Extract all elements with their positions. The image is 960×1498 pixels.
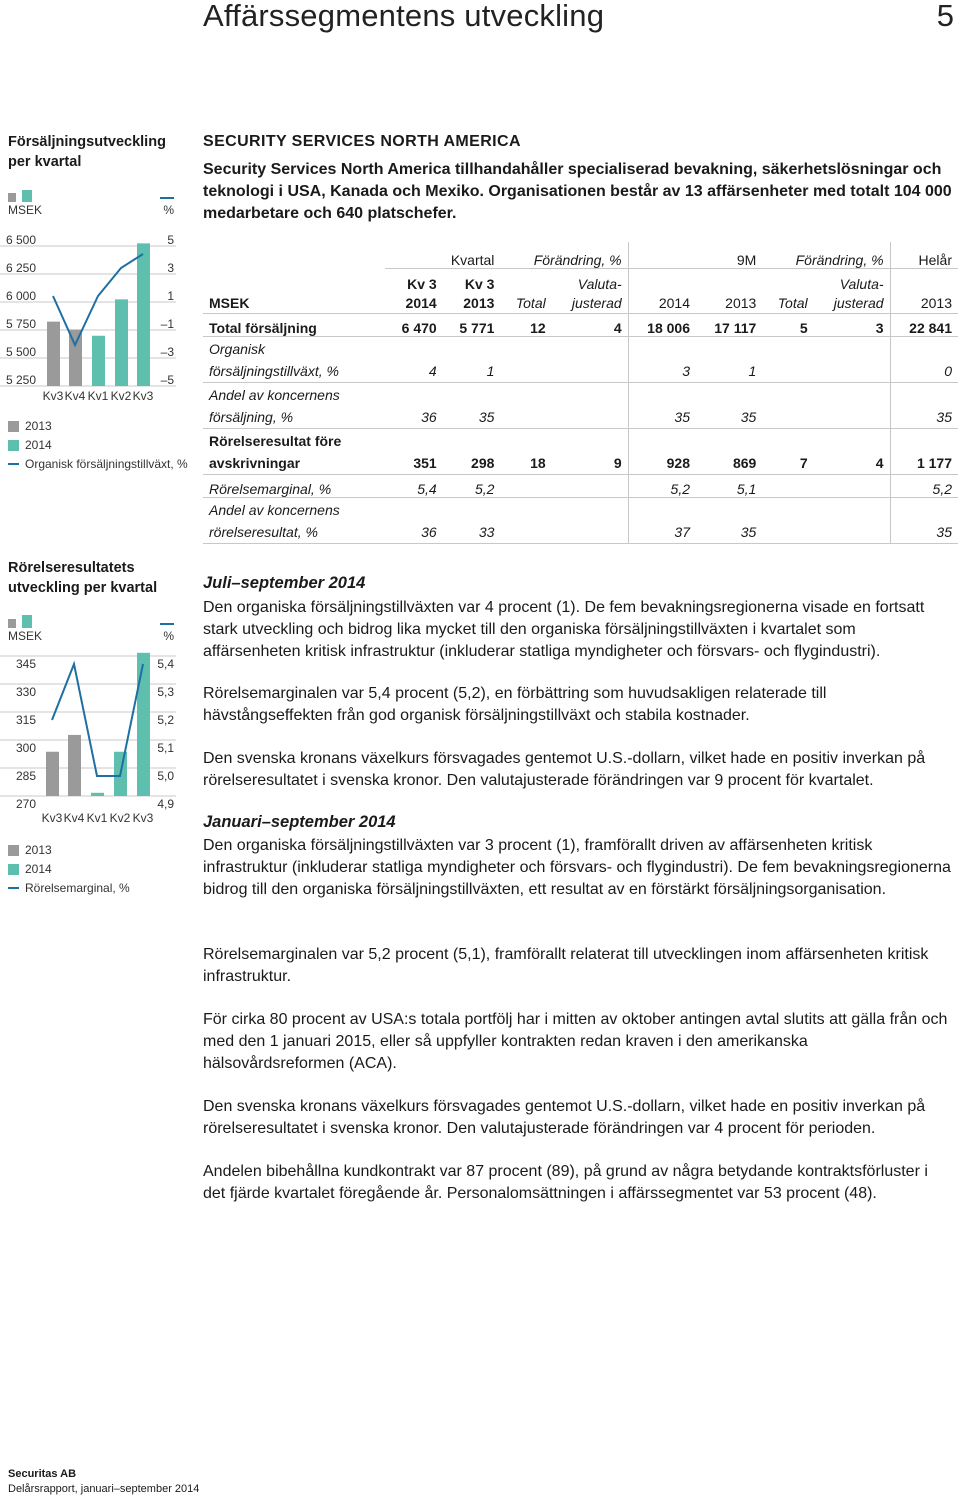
right-tick-label: –1 — [160, 317, 174, 331]
table-col-header-1: Kv 3 2014 — [385, 269, 443, 314]
table-cell — [552, 498, 628, 544]
left-tick-label: 345 — [16, 657, 37, 671]
table-col-header-6: 2013 — [696, 269, 762, 314]
legend-2014-swatch — [8, 440, 19, 451]
table-cell: 3 — [814, 314, 890, 337]
table-row — [203, 475, 958, 498]
table-header-row2 — [203, 269, 958, 314]
table-cell — [500, 337, 551, 383]
left-tick-label: 315 — [16, 713, 37, 727]
table-cell: 351 — [385, 429, 443, 475]
category-label: Kv3 — [132, 389, 154, 403]
left-tick-label: 6 500 — [6, 233, 37, 247]
chart1-title-line1: Försäljningsutveckling — [8, 134, 166, 150]
left-unit-label: MSEK — [8, 203, 43, 217]
right-tick-label: 5,0 — [157, 769, 174, 783]
nine-month-paragraph-4: Den svenska kronans växelkurs försvagades gentemot U.S.-dollarn, vilket hade en positiv inverkan på rörelseresultatet i svenska kronor. Den valutajusterade förändringen var 4 procent för perioden. — [203, 1098, 926, 1137]
legend2-2013-swatch — [8, 845, 19, 856]
row-label: Andel av koncernens försäljning, % — [203, 383, 385, 429]
q3-heading: Juli–september 2014 — [203, 574, 366, 592]
left-tick-label: 6 250 — [6, 261, 37, 275]
table-row — [203, 337, 958, 383]
table-cell: 12 — [500, 314, 551, 337]
table-cell — [762, 475, 813, 498]
nine-month-paragraph-5: Andelen bibehållna kundkontrakt var 87 procent (89), på grund av några betydande kontraktsförluster i det fjärde kvartalet föregående år. Personalomsättningen i affärssegmentet var 53 procent (48). — [203, 1163, 928, 1202]
table-cell: 35 — [696, 498, 762, 544]
q3-paragraph-3: Den svenska kronans växelkurs försvagades gentemot U.S.-dollarn, vilket hade en positiv inverkan på rörelseresultatet i svenska kronor. Den valutajusterade förändringen var 9 procent för kvartalet. — [203, 750, 926, 789]
right-unit-label: % — [163, 629, 174, 643]
q3-paragraph-1: Den organiska försäljningstillväxten var 4 procent (1). De fem bevakningsregionerna visade en fortsatt stark utveckling och bidrog lika mycket till den organiska försäljningstillväxten i kvartalet som affärsenheten kritisk infrastruktur (inkluderar statliga myndigheter och försvars- och flygindustri). — [203, 599, 925, 660]
table-cell: 928 — [628, 429, 696, 475]
table-cell — [500, 383, 551, 429]
table-cell: 35 — [628, 383, 696, 429]
table-cell: 6 470 — [385, 314, 443, 337]
table-col-header-8: Valuta- justerad — [814, 269, 890, 314]
chart2-title-line2: utveckling per kvartal — [8, 580, 158, 596]
table-cell — [814, 383, 890, 429]
row-label: Rörelsemarginal, % — [203, 475, 385, 498]
right-tick-label: 5,1 — [157, 741, 174, 755]
left-tick-label: 6 000 — [6, 289, 37, 303]
legend2-2013-label: 2013 — [25, 843, 52, 857]
table-cell — [552, 475, 628, 498]
table-row — [203, 498, 958, 544]
table-col-header-7: Total — [762, 269, 813, 314]
table-cell: 4 — [385, 337, 443, 383]
bar-2014-2 — [91, 793, 104, 796]
table-cell: 36 — [385, 383, 443, 429]
chart1-title-line2: per kvartal — [8, 154, 82, 170]
bar-2014-2 — [92, 336, 105, 386]
right-tick-label: 5,4 — [157, 657, 174, 671]
category-label: Kv1 — [86, 811, 108, 825]
hdr-kvartal: Kvartal — [385, 242, 500, 269]
table-cell — [552, 383, 628, 429]
financial-table — [203, 242, 958, 544]
legend-growth — [8, 457, 188, 471]
table-cell: 33 — [443, 498, 501, 544]
table-cell: 0 — [890, 337, 958, 383]
table-cell: 36 — [385, 498, 443, 544]
legend-2014-label: 2014 — [25, 438, 52, 452]
left-tick-label: 5 750 — [6, 317, 37, 331]
category-label: Kv1 — [87, 389, 109, 403]
table-cell: 35 — [443, 383, 501, 429]
right-tick-label: 4,9 — [157, 797, 174, 811]
left-tick-label: 270 — [16, 797, 37, 811]
row-label: Andel av koncernens rörelseresultat, % — [203, 498, 385, 544]
table-cell: 5,2 — [890, 475, 958, 498]
table-cell — [814, 475, 890, 498]
nine-month-paragraph-3: För cirka 80 procent av USA:s totala portfölj har i mitten av oktober antingen avtal slutits att gälla från och med den 1 januari 2015, eller så uppfyller kontrakten redan kraven i den amerikanska hälsovårdsreformen (ACA). — [203, 1011, 948, 1072]
unit-swatch-2014 — [22, 190, 32, 202]
category-label: Kv3 — [41, 811, 63, 825]
section-intro: Security Services North America tillhandahåller specialiserad bevakning, säkerhetslösningar och teknologi i USA, Kanada och Mexiko. Organisationen består av 13 affärsenheter med totalt 104 000 medarbetare och 640 platschefer. — [203, 161, 952, 222]
left-tick-label: 285 — [16, 769, 37, 783]
table-cell: 5,1 — [696, 475, 762, 498]
table-cell — [814, 337, 890, 383]
unit-swatch-2013 — [8, 193, 16, 202]
table-cell: 17 117 — [696, 314, 762, 337]
table-cell: 22 841 — [890, 314, 958, 337]
category-label: Kv4 — [63, 811, 85, 825]
unit-swatch-2014 — [22, 615, 32, 628]
row-label: Organisk försäljningstillväxt, % — [203, 337, 385, 383]
nine-month-paragraph-2: Rörelsemarginalen var 5,2 procent (5,1), framförallt relaterat till utvecklingen inom affärsenheten kritisk infrastruktur. — [203, 946, 929, 985]
footer-company: Securitas AB — [8, 1468, 77, 1480]
hdr-9m: 9M — [628, 242, 762, 269]
table-col-header-5: 2014 — [628, 269, 696, 314]
sales-chart — [0, 190, 190, 410]
legend-2013 — [8, 419, 52, 433]
table-cell — [500, 498, 551, 544]
table-cell: 4 — [814, 429, 890, 475]
legend2-margin-label: Rörelsemarginal, % — [25, 881, 130, 895]
nine-month-heading: Januari–september 2014 — [203, 813, 396, 831]
nine-month-paragraph-1: Den organiska försäljningstillväxten var 3 procent (1), framförallt driven av affärsenheten kritisk infrastruktur (inkluderar statliga myndigheter och försvars- och flygindustri). De fem bevakningsregionerna bidrog till den organiska försäljningstillväxten, ett resultat av en förstärkt försäljningsorganisation. — [203, 837, 951, 898]
section-heading: SECURITY SERVICES NORTH AMERICA — [203, 133, 521, 150]
table-cell: 9 — [552, 429, 628, 475]
table-cell — [762, 498, 813, 544]
legend-2013-swatch — [8, 421, 19, 432]
table-cell: 35 — [890, 498, 958, 544]
category-label: Kv4 — [64, 389, 86, 403]
table-row — [203, 429, 958, 475]
footer-report: Delårsrapport, januari–september 2014 — [8, 1483, 200, 1495]
category-label: Kv3 — [42, 389, 64, 403]
legend2-2014-swatch — [8, 864, 19, 875]
bar-2013-0 — [47, 322, 60, 386]
table-cell: 35 — [696, 383, 762, 429]
page-title: Affärssegmentens utveckling — [203, 0, 605, 33]
table-col-header-3: Total — [500, 269, 551, 314]
legend2-2013 — [8, 843, 52, 857]
bar-2013-1 — [68, 735, 81, 796]
table-header-row1 — [203, 242, 958, 269]
table-cell — [552, 337, 628, 383]
ebit-chart — [0, 610, 190, 835]
left-tick-label: 300 — [16, 741, 37, 755]
table-cell — [814, 498, 890, 544]
right-tick-label: 5 — [167, 233, 174, 247]
left-tick-label: 5 250 — [6, 373, 37, 387]
table-cell: 1 — [696, 337, 762, 383]
unit-swatch-2013 — [8, 619, 16, 628]
right-tick-label: 1 — [167, 289, 174, 303]
legend-growth-swatch — [8, 463, 19, 465]
category-label: Kv3 — [132, 811, 154, 825]
right-tick-label: 5,3 — [157, 685, 174, 699]
q3-paragraph-2: Rörelsemarginalen var 5,4 procent (5,2), en förbättring som huvudsakligen relaterade till hävstångseffekten från god organisk försäljningstillväxt och stabila kostnader. — [203, 685, 827, 724]
left-tick-label: 5 500 — [6, 345, 37, 359]
table-col-header-9: 2013 — [890, 269, 958, 314]
legend-2013-label: 2013 — [25, 419, 52, 433]
bar-2013-0 — [46, 752, 59, 796]
legend2-margin — [8, 881, 130, 895]
row-label: Rörelseresultat före avskrivningar — [203, 429, 385, 475]
table-cell: 1 177 — [890, 429, 958, 475]
table-cell: 869 — [696, 429, 762, 475]
chart2-title-line1: Rörelseresultatets — [8, 560, 135, 576]
bar-2014-4 — [137, 243, 150, 386]
hdr-helar: Helår — [890, 242, 958, 269]
line-series — [52, 664, 143, 776]
right-tick-label: 3 — [167, 261, 174, 275]
table-cell: 298 — [443, 429, 501, 475]
table-cell: 18 — [500, 429, 551, 475]
right-unit-label: % — [163, 203, 174, 217]
page-number: 5 — [936, 0, 954, 33]
legend2-margin-swatch — [8, 887, 19, 889]
table-cell: 5 771 — [443, 314, 501, 337]
bar-2014-4 — [137, 653, 150, 796]
table-cell: 3 — [628, 337, 696, 383]
bar-2014-3 — [115, 299, 128, 386]
table-row — [203, 383, 958, 429]
legend2-2014 — [8, 862, 52, 876]
category-label: Kv2 — [110, 389, 132, 403]
table-row — [203, 314, 958, 337]
table-cell: 4 — [552, 314, 628, 337]
table-cell: 5,2 — [443, 475, 501, 498]
table-cell — [762, 337, 813, 383]
table-cell: 5 — [762, 314, 813, 337]
right-tick-label: –5 — [160, 373, 174, 387]
table-col-header-4: Valuta- justerad — [552, 269, 628, 314]
legend2-2014-label: 2014 — [25, 862, 52, 876]
table-cell: 1 — [443, 337, 501, 383]
left-tick-label: 330 — [16, 685, 37, 699]
right-tick-label: 5,2 — [157, 713, 174, 727]
hdr-forandring: Förändring, % — [500, 242, 628, 269]
legend-2014 — [8, 438, 52, 452]
left-unit-label: MSEK — [8, 629, 43, 643]
table-col-header-2: Kv 3 2013 — [443, 269, 501, 314]
table-col-header-0: MSEK — [203, 269, 385, 314]
legend-growth-label: Organisk försäljningstillväxt, % — [25, 457, 188, 471]
table-cell: 5,4 — [385, 475, 443, 498]
row-label: Total försäljning — [203, 314, 385, 337]
table-cell — [762, 383, 813, 429]
right-tick-label: –3 — [160, 345, 174, 359]
table-cell: 5,2 — [628, 475, 696, 498]
category-label: Kv2 — [109, 811, 131, 825]
line-series — [53, 254, 143, 345]
table-cell: 7 — [762, 429, 813, 475]
table-cell: 35 — [890, 383, 958, 429]
table-cell: 37 — [628, 498, 696, 544]
table-cell — [500, 475, 551, 498]
table-cell: 18 006 — [628, 314, 696, 337]
hdr-forandring-9m: Förändring, % — [762, 242, 890, 269]
